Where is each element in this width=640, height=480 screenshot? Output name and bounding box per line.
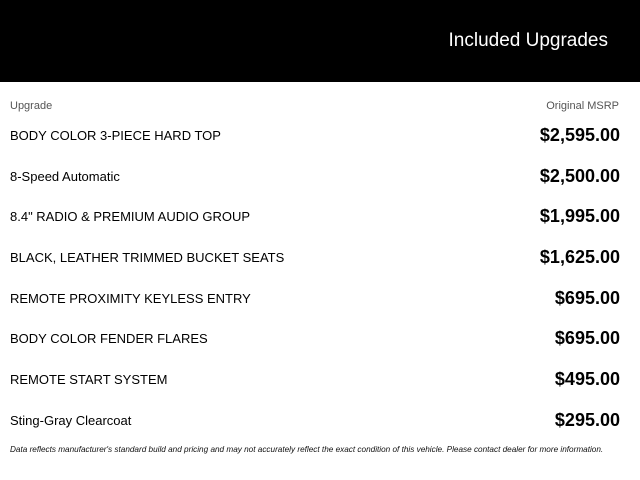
upgrade-name: BLACK, LEATHER TRIMMED BUCKET SEATS: [10, 250, 285, 266]
upgrade-name: REMOTE PROXIMITY KEYLESS ENTRY: [10, 290, 251, 306]
upgrade-name: REMOTE START SYSTEM: [10, 372, 168, 388]
page-title: Included Upgrades: [448, 30, 608, 51]
upgrade-price: $695.00: [554, 328, 620, 349]
list-item: [0, 359, 640, 400]
upgrade-price: $295.00: [554, 409, 620, 430]
list-item: [0, 156, 640, 197]
upgrade-price: $695.00: [554, 287, 620, 308]
upgrade-name: BODY COLOR 3-PIECE HARD TOP: [10, 128, 221, 143]
disclaimer-text: Data reflects manufacturer's standard build and pricing and may not accurately reflect the exact condition of this vehicle. Please contact dealer for more information.: [10, 445, 604, 454]
upgrade-price: $2,595.00: [539, 125, 620, 145]
list-item: [0, 237, 640, 278]
list-item: [0, 115, 640, 156]
upgrade-name: 8.4" RADIO & PREMIUM AUDIO GROUP: [10, 209, 251, 225]
upgrade-price: $2,500.00: [539, 165, 620, 186]
upgrade-name: 8-Speed Automatic: [10, 168, 120, 184]
list-item: [0, 196, 640, 237]
upgrade-price: $495.00: [554, 369, 620, 390]
upgrade-price: $1,625.00: [539, 247, 620, 268]
column-header-upgrade: Upgrade: [10, 100, 53, 112]
list-item: [0, 278, 640, 319]
upgrade-price: $1,995.00: [539, 206, 620, 227]
column-header-msrp: Original MSRP: [546, 100, 619, 112]
list-item: [0, 318, 640, 359]
upgrade-name: Sting-Gray Clearcoat: [10, 412, 132, 428]
header-bar: [0, 0, 640, 82]
list-item: [0, 400, 640, 441]
upgrade-name: BODY COLOR FENDER FLARES: [10, 331, 208, 347]
upgrades-list: [0, 115, 640, 441]
